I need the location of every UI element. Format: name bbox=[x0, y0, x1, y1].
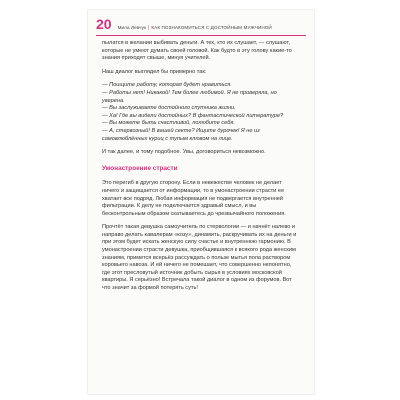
paragraph: пылатся в желании выбивать деньги. А тех, кто их слушает, — слушают, которые не умеют думать своей головой. Как будто в эту голову какие-то знания приходят свыше, минуя учителей. bbox=[102, 40, 292, 62]
dialog-line: — Вы заслуживаете достойного спутника жизни. bbox=[102, 105, 236, 112]
page-header bbox=[96, 16, 308, 32]
page-body bbox=[102, 40, 300, 299]
dialog-line: — Работы нет! Никакой! Тем более любимой. Я не проверяла, но уверена. bbox=[102, 89, 277, 104]
dialog-line: — Поищите работу, которая будет нравиться. bbox=[102, 82, 232, 89]
running-head-title: КАК ПОЗНАКОМИТЬСЯ С ДОСТОЙНЫМ МУЖЧИНОЙ bbox=[151, 25, 272, 30]
dialog-line: — А, стервозный! В вашей секте? Ищите дурочек! Я не из самовлюблённых куриц с тупым клювом на лице. bbox=[102, 127, 260, 142]
dialog-line: — Вы можете быть счастливой, полюбите себя. bbox=[102, 120, 235, 127]
page-number: 20 bbox=[96, 16, 112, 32]
book-page bbox=[88, 10, 314, 394]
header-rule bbox=[96, 35, 306, 36]
paragraph: Это перегиб в другую сторону. Если в невежестве человек не делает ничего и защищается от информации, то в умонастроении страсти ее хватает все подряд. Любая информация не подвергается внутренней фильтрации. К делу не подключается здравый смысл, и вы бесконтрольным образом скатываетесь до чрезвычайного положения. bbox=[102, 180, 286, 217]
paragraph: И так далее, и тому подобное. Увы, договориться невозможно. bbox=[102, 149, 266, 156]
dialog-line: — Ха! Где вы видели достойных? В фантастической литературе? bbox=[102, 112, 284, 119]
section-subheading: Умонастроение страсти bbox=[102, 164, 178, 172]
paragraph: Наш диалог выглядел бы примерно так: bbox=[102, 68, 207, 75]
dialog-block bbox=[102, 82, 300, 143]
running-head-author: Мила Левчук bbox=[117, 25, 147, 30]
running-head-separator: | bbox=[148, 25, 150, 31]
paragraph: Прочтёт такая девушка самоучитель по стервологии — и начнёт налево и направо делать кавалерам «козу», динамить, раскручивать их на деньги и при этом будет искать женскую силу счастье и внутреннюю гармонию. В умонастроении страсти девушка, приобщившаяся к всякого рода женским знаниям, примется всерьёз рассуждать о пользе мытья пола раствором коровьего навоза. И ей ничего не помешает, что совершенно непонятно, где этот пресловутый источник добыть сырья в условиях московской квартиры. Я серьёзно! Встречала такой диалог в одном из форумов. Вот что значит за формой потерять суть! bbox=[102, 224, 297, 292]
